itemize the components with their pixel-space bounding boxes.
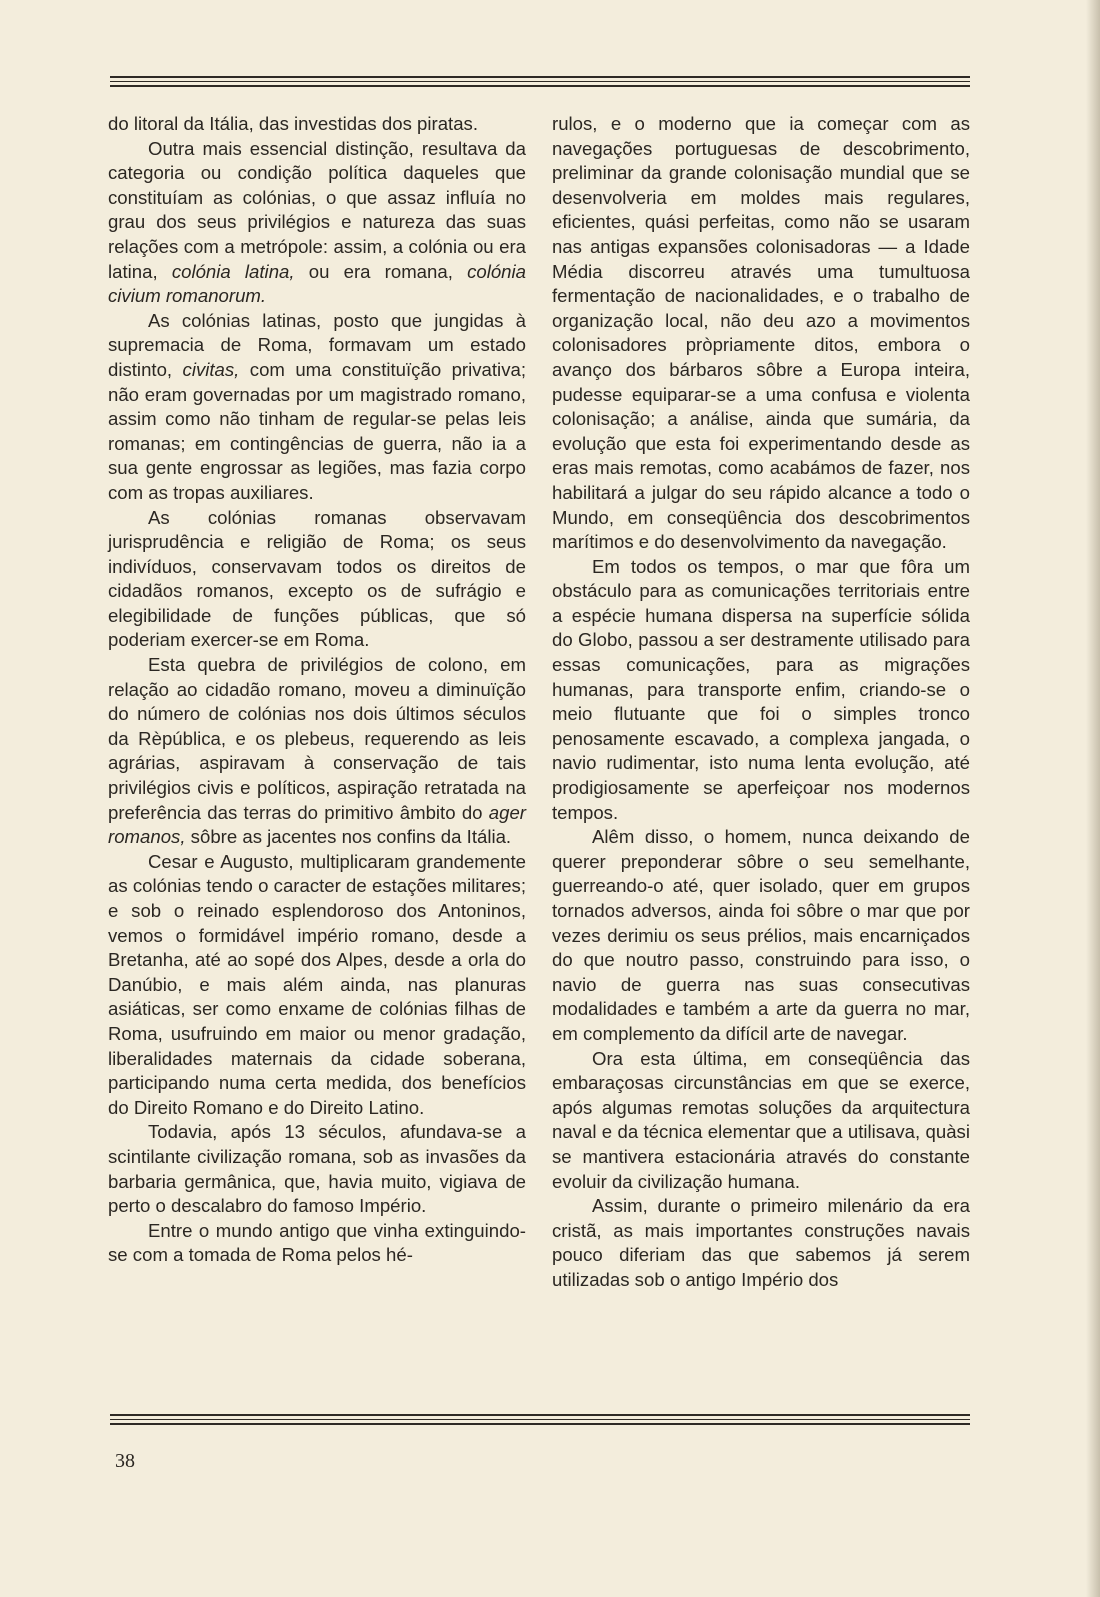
paragraph-text: Esta quebra de privilégios de colono, em relação ao cidadão romano, moveu a diminuïção do número de colónias nos dois últimos séculos da Rèpública, e os plebeus, requerendo as leis agrárias, aspiravam à conservação de tais privilégios civis e políticos, aspiração retratada na preferência das terras do primitivo âmbito do (108, 654, 526, 823)
paragraph: Cesar e Augusto, multiplicaram grandemente as colónias tendo o caracter de estações militares; e sob o reinado esplendoroso dos Antoninos, vemos o formidável império romano, desde a Bretanha, até ao sopé dos Alpes, desde a orla do Danúbio, e mais além ainda, nas planuras asiáticas, ser como enxame de colónias filhas de Roma, usufruindo em maior ou menor gradação, liberalidades maternais da cidade soberana, participando numa certa medida, dos benefícios do Direito Romano e do Direito Latino. (108, 850, 526, 1118)
paragraph: Alêm disso, o homem, nunca deixando de querer preponderar sôbre o seu semelhante, guerreando-o até, quer isolado, quer em grupos tornados adversos, ainda foi sôbre o mar que por vezes derimiu os seus prélios, mais encarniçados do que noutro passo, construindo para isso, o navio de guerra nas suas consecutivas modalidades e também a arte da guerra no mar, em complemento da difícil arte de navegar. (552, 826, 970, 1044)
page-edge-shadow (1086, 0, 1100, 1597)
paragraph-text: Outra mais essencial distinção, resultava da categoria ou condição política daqueles que constituíam as colónias, o que assaz influía no grau dos seus privilégios e natureza das suas relações com a metrópole: assim, a colónia ou era latina, (108, 137, 526, 282)
paragraph-text: ou era romana, (294, 260, 468, 282)
paragraph: Em todos os tempos, o mar que fôra um obstáculo para as comunicações territoriais entre a espécie humana dispersa na superfície sólida do Globo, passou a ser destramente utilisado para essas comunicações, para as migrações humanas, para transporte enfim, criando-se o meio flutuante que foi o simples tronco penosamente escavado, a complexa jangada, o navio rudimentar, isto numa lenta evolução, até prodigiosamente se aperfeiçoar nos modernos tempos. (552, 555, 970, 823)
header-rule-line (110, 85, 970, 87)
left-column (108, 112, 526, 1268)
paragraph: Assim, durante o primeiro milenário da era cristã, as mais importantes construções navais pouco diferiam das que sabemos já serem utilizadas sob o antigo Império dos (552, 1195, 970, 1290)
paragraph: Entre o mundo antigo que vinha extinguindo-se com a tomada de Roma pelos hé- (108, 1219, 526, 1266)
paragraph: Ora esta última, em conseqüência das embaraçosas circunstâncias em que se exerce, após algumas remotas soluções da arquitectura naval e da técnica elementar que a utilisava, quàsi se mantivera estacionária através do constante evoluir da civilização humana. (552, 1047, 970, 1192)
header-rule-line (110, 81, 970, 82)
paragraph-text: com uma constituïção privativa; não eram governadas por um magistrado romano, assim como não tinham de regular-se pelas leis romanas; em contingências de guerra, não ia a sua gente engrossar as legiões, mas fazia corpo com as tropas auxiliares. (108, 358, 526, 503)
paragraph: rulos, e o moderno que ia começar com as navegações portuguesas de descobrimento, preliminar da grande colonisação mundial que se desenvolveria em moldes mais regulares, eficientes, quási perfeitas, como não se usaram nas antigas expansões colonisadoras — a Idade Média discorreu através uma tumultuosa fermentação de nacionalidades, e o trabalho de organização local, não deu azo a movimentos colonisadores pròpriamente ditos, embora o avanço dos bárbaros sôbre a Europa inteira, pudesse equiparar-se a uma confusa e violenta colonisação; a análise, ainda que sumária, da evolução que esta foi experimentando desde as eras mais remotas, como acabámos de fazer, nos habilitará a julgar do seu rápido alcance a todo o Mundo, em conseqüência dos descobrimentos marítimos e do desenvolvimento da navegação. (552, 113, 970, 553)
page-number: 38 (115, 1450, 135, 1472)
header-rule-line (110, 76, 970, 78)
latin-term: civitas, (182, 358, 240, 380)
header-rules (110, 76, 970, 90)
paragraph (108, 137, 526, 309)
footer-rule-line (110, 1419, 970, 1420)
paragraph-text: As colónias latinas, posto que jungidas à supremacia de Roma, formavam um estado distinto, (108, 309, 526, 380)
paragraph (108, 653, 526, 850)
footer-rule-line (110, 1414, 970, 1416)
footer-rules (110, 1414, 970, 1428)
paragraph (108, 309, 526, 506)
footer-rule-line (110, 1423, 970, 1425)
latin-term: ager romanos, (108, 801, 526, 848)
paragraph: As colónias romanas observavam jurisprudência e religião de Roma; os seus indivíduos, conservavam todos os direitos de cidadãos romanos, excepto os de sufrágio e elegibilidade de funções públicas, que só poderiam exercer-se em Roma. (108, 506, 526, 651)
paragraph: Todavia, após 13 séculos, afundava-se a scintilante civilização romana, sob as invasões da barbaria germânica, que, havia muito, vigiava de perto o descalabro do famoso Império. (108, 1121, 526, 1217)
latin-term: colónia latina, (171, 260, 295, 282)
paragraph: do litoral da Itália, das investidas dos piratas. (108, 113, 479, 134)
latin-term: colónia civium romanorum. (108, 260, 526, 307)
right-column (552, 112, 970, 1293)
paragraph-text: sôbre as jacentes nos confins da Itália. (185, 826, 512, 848)
